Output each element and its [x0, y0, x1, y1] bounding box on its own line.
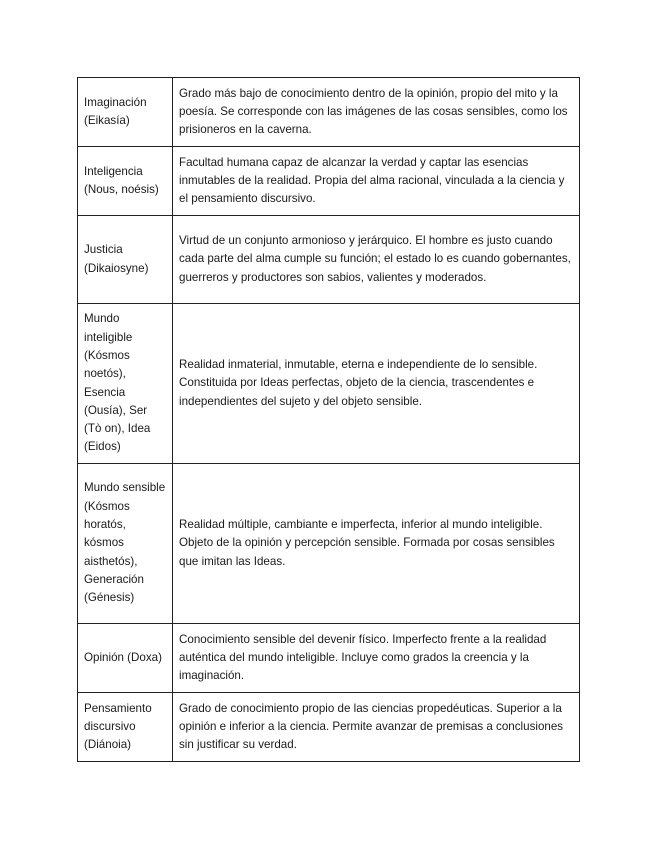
- table-row: [78, 78, 580, 147]
- definition-cell: Virtud de un conjunto armonioso y jerárquico. El hombre es justo cuando cada parte del alma cumple su función; el estado lo es cuando gobernantes, guerreros y productores son sabios, valientes y moderados.: [173, 216, 580, 304]
- definition-cell: Conocimiento sensible del devenir físico. Imperfecto frente a la realidad auténtica del mundo inteligible. Incluye como grados la creencia y la imaginación.: [173, 624, 580, 693]
- term-cell: Imaginación (Eikasía): [78, 78, 173, 147]
- definition-cell: Grado más bajo de conocimiento dentro de la opinión, propio del mito y la poesía. Se corresponde con las imágenes de las cosas sensibles, como los prisioneros en la caverna.: [173, 78, 580, 147]
- table-row: [78, 624, 580, 693]
- term-cell: Opinión (Doxa): [78, 624, 173, 693]
- table-row: [78, 304, 580, 464]
- definition-cell: Facultad humana capaz de alcanzar la verdad y captar las esencias inmutables de la realidad. Propia del alma racional, vinculada a la ciencia y el pensamiento discursivo.: [173, 147, 580, 216]
- glossary-table: [77, 77, 580, 762]
- table-row: [78, 216, 580, 304]
- term-cell: Inteligencia (Nous, noésis): [78, 147, 173, 216]
- table-row: [78, 147, 580, 216]
- term-cell: Justicia (Dikaiosyne): [78, 216, 173, 304]
- term-cell: Pensamiento discursivo (Diánoia): [78, 693, 173, 762]
- definition-cell: Realidad inmaterial, inmutable, eterna e independiente de lo sensible. Constituida por Ideas perfectas, objeto de la ciencia, trascendentes e independientes del sujeto y del objeto sensible.: [173, 304, 580, 464]
- table-row: [78, 693, 580, 762]
- term-cell: Mundo sensible (Kósmos horatós, kósmos aisthetós), Generación (Génesis): [78, 464, 173, 624]
- table-row: [78, 464, 580, 624]
- term-cell: Mundo inteligible (Kósmos noetós), Esencia (Ousía), Ser (Tò on), Idea (Eidos): [78, 304, 173, 464]
- definition-cell: Realidad múltiple, cambiante e imperfecta, inferior al mundo inteligible. Objeto de la opinión y percepción sensible. Formada por cosas sensibles que imitan las Ideas.: [173, 464, 580, 624]
- definition-cell: Grado de conocimiento propio de las ciencias propedéuticas. Superior a la opinión e inferior a la ciencia. Permite avanzar de premisas a conclusiones sin justificar su verdad.: [173, 693, 580, 762]
